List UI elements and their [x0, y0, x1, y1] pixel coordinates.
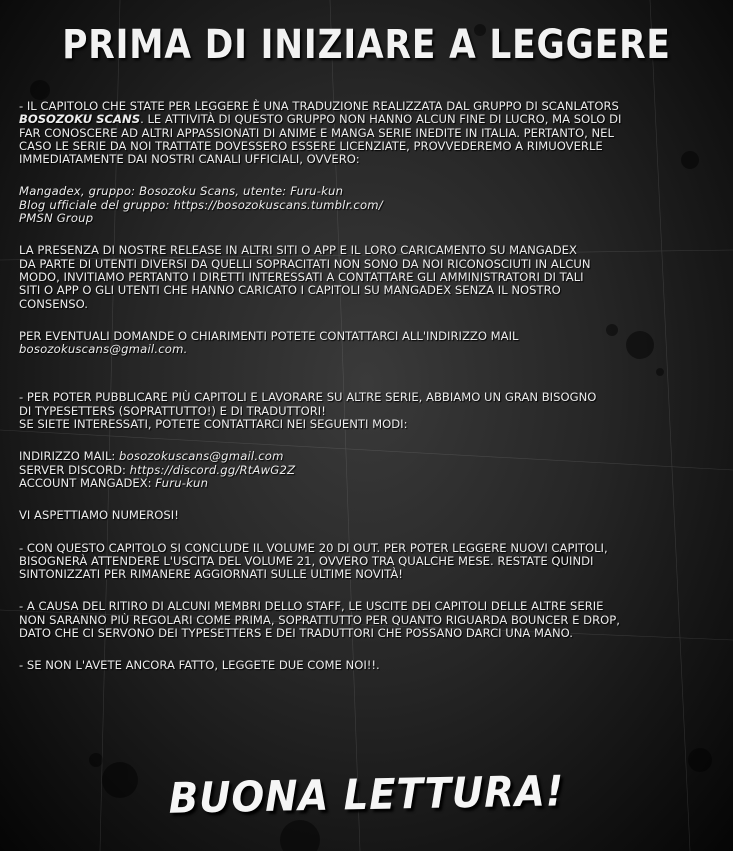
presence-paragraph [19, 244, 719, 310]
footer-banner: BUONA LETTURA! [168, 766, 565, 823]
text-line: FAR CONOSCERE AD ALTRI APPASSIONATI DI ANIME E MANGA SERIE INEDITE IN ITALIA. PERTANTO, NEL [19, 125, 614, 140]
recruit-paragraph [19, 391, 719, 431]
contact-discord [19, 464, 719, 477]
waiting-line: VI ASPETTIAMO NUMEROSI! [19, 508, 179, 523]
staff-paragraph [19, 600, 719, 640]
email-link[interactable]: bosozokuscans@gmail.com. [19, 342, 188, 357]
contact-label: ACCOUNT MANGADEX: [19, 475, 156, 490]
text-line: - A CAUSA DEL RITIRO DI ALCUNI MEMBRI DELLO STAFF, LE USCITE DEI CAPITOLI DELLE ALTRE SERIE [19, 599, 604, 614]
text-line: DI TYPESETTERS (SOPRATTUTTO!) E DI TRADUTTORI! [19, 403, 326, 418]
contacts-list [19, 450, 719, 490]
volume-paragraph [19, 542, 719, 582]
text-line: CONSENSO. [19, 296, 88, 311]
channels-list [19, 185, 719, 225]
text-line: DATO CHE CI SERVONO DEI TYPESETTERS E DEI TRADUTTORI CHE POSSANO DARCI UNA MANO. [19, 626, 573, 641]
contact-discord-value[interactable]: https://discord.gg/RtAwG2Z [129, 462, 296, 477]
text-line: - CON QUESTO CAPITOLO SI CONCLUDE IL VOLUME 20 DI OUT. PER POTER LEGGERE NUOVI CAPITOLI, [19, 540, 608, 555]
text-segment: . LE ATTIVITÀ DI QUESTO GRUPPO NON HANNO ALCUN FINE DI LUCRO, MA SOLO DI [140, 112, 622, 127]
final-line: - SE NON L'AVETE ANCORA FATTO, LEGGETE DUE COME NOI!!. [19, 658, 380, 673]
page-title: PRIMA DI INIZIARE A LEGGERE [62, 22, 671, 68]
contact-email-value[interactable]: bosozokuscans@gmail.com [119, 449, 284, 464]
channel-mangadex: Mangadex, gruppo: Bosozoku Scans, utente: Furu-kun [19, 184, 344, 199]
text-line: PER EVENTUALI DOMANDE O CHIARIMENTI POTETE CONTATTARCI ALL'INDIRIZZO MAIL [19, 328, 519, 343]
contact-label: SERVER DISCORD: [19, 462, 130, 477]
contact-mangadex-value: Furu-kun [155, 475, 209, 490]
text-line: SINTONIZZATI PER RIMANERE AGGIORNATI SULLE ULTIME NOVITÀ! [19, 567, 403, 582]
channel-blog-link[interactable]: Blog ufficiale del gruppo: https://bosozokuscans.tumblr.com/ [19, 197, 383, 212]
text-line: - IL CAPITOLO CHE STATE PER LEGGERE È UNA TRADUZIONE REALIZZATA DAL GRUPPO DI SCANLATORS [19, 99, 619, 113]
text-line: CASO LE SERIE DA NOI TRATTATE DOVESSERO ESSERE LICENZIATE, PROVVEDEREMO A RIMUOVERLE [19, 138, 603, 153]
intro-paragraph [19, 100, 719, 166]
text-line: MODO, INVITIAMO PERTANTO I DIRETTI INTERESSATI A CONTATTARE GLI AMMINISTRATORI DI TALI [19, 269, 584, 284]
contact-email [19, 450, 719, 463]
text-line: NON SARANNO PIÙ REGOLARI COME PRIMA, SOPRATTUTTO PER QUANTO RIGUARDA BOUNCER E DROP, [19, 612, 620, 627]
channel-pmsn: PMSN Group [19, 211, 94, 226]
text-line: SITI O APP O GLI UTENTI CHE HANNO CARICATO I CAPITOLI SU MANGADEX SENZA IL NOSTRO [19, 283, 561, 298]
text-line: IMMEDIATAMENTE DAI NOSTRI CANALI UFFICIALI, OVVERO: [19, 152, 360, 167]
text-line: - PER POTER PUBBLICARE PIÙ CAPITOLI E LAVORARE SU ALTRE SERIE, ABBIAMO UN GRAN BISOGNO [19, 390, 597, 405]
questions-paragraph [19, 330, 719, 357]
contact-label: INDIRIZZO MAIL: [19, 449, 120, 464]
text-line: LA PRESENZA DI NOSTRE RELEASE IN ALTRI SITI O APP E IL LORO CARICAMENTO SU MANGADEX [19, 243, 577, 258]
text-line [19, 113, 719, 126]
notice-body [19, 100, 719, 673]
group-name: BOSOZOKU SCANS [19, 112, 141, 127]
contact-mangadex [19, 477, 719, 490]
text-line: BISOGNERÀ ATTENDERE L'USCITA DEL VOLUME 21, OVVERO TRA QUALCHE MESE. RESTATE QUINDI [19, 553, 594, 568]
text-line: DA PARTE DI UTENTI DIVERSI DA QUELLI SOPRACITATI NON SONO DA NOI RICONOSCIUTI IN ALCUN [19, 256, 591, 271]
text-line: SE SIETE INTERESSATI, POTETE CONTATTARCI NEI SEGUENTI MODI: [19, 417, 408, 432]
